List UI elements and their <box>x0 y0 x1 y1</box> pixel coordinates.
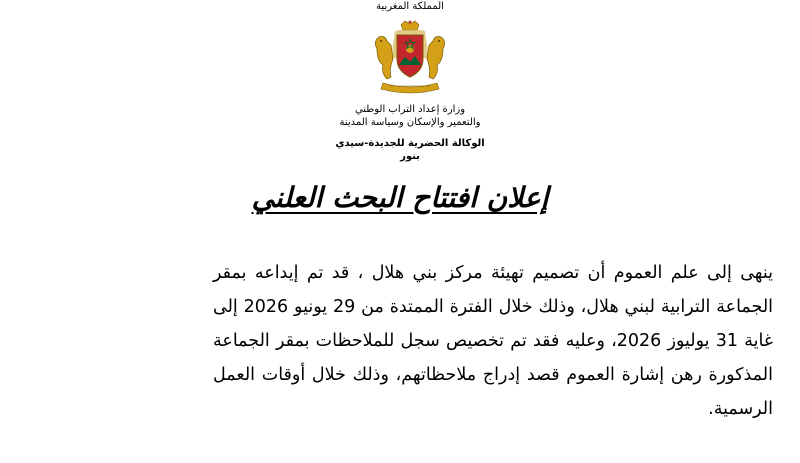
kingdom-name: المملكة المغربية <box>376 1 444 12</box>
coat-of-arms-icon <box>365 19 455 99</box>
notice-title: إعلان افتتاح البحث العلني <box>251 181 549 214</box>
ministry-line-1: وزارة إعداد التراب الوطني <box>354 104 466 115</box>
ministry-name <box>330 103 490 129</box>
ministry-line-2: والتعمير والإسكان وسياسة المدينة <box>339 117 481 128</box>
agency-name: الوكالة الحضرية للجديدة-سيدي بنور <box>335 138 485 162</box>
notice-body: ينهى إلى علم العموم أن تصميم تهيئة مركز بني هلال ، قد تم إيداعه بمقر الجماعة الترابية لبني هلال، وذلك خلال الفترة الممتدة من 29 يونيو 2026 إلى غاية 31 يوليوز 2026، وعليه فقد تم تخصيص سجل للملاحظات بمقر الجماعة المذكورة رهن إشارة العموم قصد إدراج ملاحظاتهم، وذلك خلال أوقات العمل الرسمية. <box>213 263 774 419</box>
letterhead <box>330 0 490 163</box>
